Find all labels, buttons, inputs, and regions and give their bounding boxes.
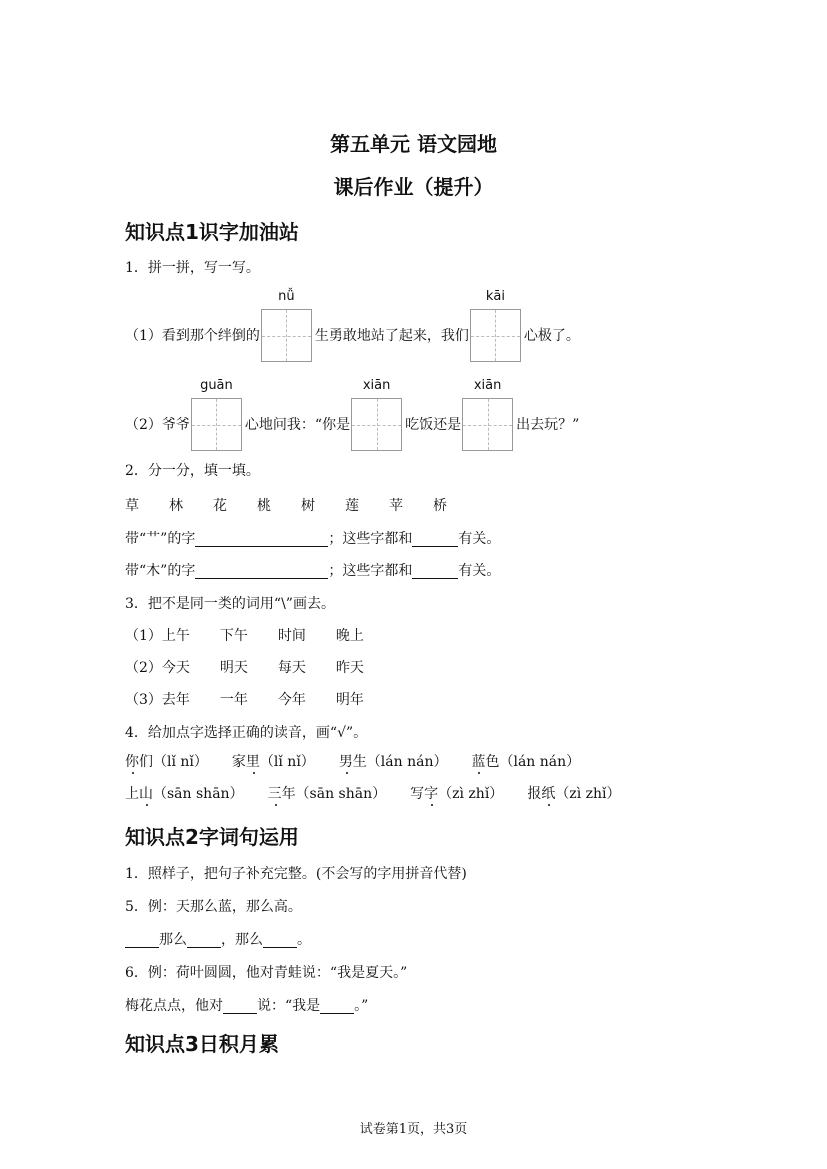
fill-text: ，那么 [221, 932, 263, 948]
fill-text: 那么 [159, 932, 187, 948]
answer-blank[interactable] [195, 532, 328, 547]
sentence-text: （2）爷爷 [125, 416, 190, 433]
pronunciation-item[interactable] [410, 784, 503, 804]
char: 报 [527, 786, 542, 802]
question-prompt [125, 723, 807, 743]
word[interactable]: （2）今天 [125, 660, 190, 676]
character-list [125, 496, 807, 516]
answer-blank[interactable] [412, 564, 458, 579]
pinyin-options: （sān shān） [153, 786, 244, 802]
word[interactable]: 明天 [219, 660, 248, 676]
pronunciation-item[interactable] [125, 752, 208, 772]
answer-blank[interactable] [187, 933, 221, 948]
writing-box[interactable] [351, 398, 402, 451]
dotted-char: 蓝 [471, 754, 486, 770]
page-footer: 试卷第1页，共3页 [359, 1122, 468, 1137]
dotted-char: 里 [245, 754, 260, 770]
word[interactable]: 每天 [277, 660, 306, 676]
sentence-line [125, 378, 807, 451]
pinyin-options: （zì zhǐ） [555, 786, 621, 802]
sentence-text: （1）看到那个绊倒的 [125, 327, 260, 344]
char: 上 [125, 786, 139, 802]
dotted-char: 字 [424, 786, 439, 802]
answer-blank[interactable] [412, 532, 458, 547]
sentence-text: 生勇敢地站了起来，我们 [314, 327, 469, 344]
prompt-text: 4．给加点字选择正确的读音，画“√”。 [125, 725, 368, 741]
page-title: 第五单元 语文园地 [330, 132, 497, 156]
example-text: 5．例：天那么蓝，那么高。 [125, 899, 302, 915]
char: 写 [410, 786, 425, 802]
pinyin-options: 生（lán nán） [352, 754, 448, 770]
sentence-text: 心极了。 [523, 327, 580, 344]
character: 草 [125, 498, 139, 514]
character: 苹 [389, 498, 403, 514]
character: 树 [301, 498, 315, 514]
pinyin-options: 年（sān shān） [281, 786, 387, 802]
word[interactable]: 时间 [277, 628, 306, 644]
writing-box-group [470, 289, 523, 362]
page-subtitle: 课后作业（提升） [333, 175, 494, 199]
pronunciation-item[interactable] [125, 784, 244, 804]
word[interactable]: （3）去年 [125, 692, 190, 708]
character: 林 [169, 498, 183, 514]
character: 花 [213, 498, 227, 514]
writing-box-group [462, 378, 515, 451]
fill-line [125, 561, 807, 581]
pinyin-options: 们（lǐ nǐ） [139, 754, 208, 770]
word-row [125, 690, 807, 710]
example-text: 6．例：荷叶圆圆，他对青蛙说：“我是夏天。” [125, 965, 408, 981]
pronunciation-item[interactable] [471, 752, 580, 772]
example-sentence [125, 897, 807, 917]
sentence-line [125, 289, 807, 362]
pronunciation-item[interactable] [268, 784, 387, 804]
prompt-text: 1．照样子，把句子补充完整。(不会写的字用拼音代替) [125, 866, 467, 882]
pronunciation-row [125, 752, 807, 772]
fill-line [125, 529, 807, 549]
answer-blank[interactable] [125, 933, 159, 948]
word[interactable]: 一年 [219, 692, 248, 708]
answer-blank[interactable] [263, 933, 297, 948]
fill-text: 。” [354, 998, 369, 1014]
dotted-char: 山 [139, 786, 153, 802]
pronunciation-item[interactable] [232, 752, 315, 772]
sentence-text: 出去玩？” [516, 416, 580, 433]
pinyin: kāi [485, 289, 505, 304]
character: 莲 [345, 498, 359, 514]
pinyin: xiān [473, 378, 502, 393]
sentence-text: 心地问我：“你是 [244, 416, 351, 433]
word[interactable]: （1）上午 [125, 628, 190, 644]
character: 桥 [433, 498, 447, 514]
word[interactable]: 今年 [277, 692, 306, 708]
fill-text: 带“木”的字 [125, 563, 196, 579]
section-heading: 知识点2字词句运用 [125, 825, 299, 849]
writing-box[interactable] [462, 398, 513, 451]
pinyin: xiān [362, 378, 391, 393]
answer-blank[interactable] [195, 564, 328, 579]
pronunciation-row [125, 784, 807, 804]
example-sentence [125, 963, 807, 983]
dotted-char: 三 [267, 786, 282, 802]
section-heading: 知识点3日积月累 [125, 1032, 279, 1056]
pinyin-options: （lǐ nǐ） [259, 754, 315, 770]
fill-text: ；这些字都和 [328, 563, 413, 579]
fill-text: 有关。 [458, 531, 501, 547]
fill-text: 带“艹”的字 [125, 531, 196, 547]
prompt-text: 3．把不是同一类的词用“\”画去。 [125, 596, 335, 612]
word-row [125, 626, 807, 646]
pronunciation-item[interactable] [527, 784, 620, 804]
question-prompt [125, 594, 807, 614]
fill-line [125, 996, 807, 1016]
fill-text: 有关。 [458, 563, 501, 579]
fill-line [125, 930, 807, 950]
pronunciation-item[interactable] [339, 752, 448, 772]
dotted-char: 男 [338, 754, 353, 770]
prompt-text: 1．拼一拼，写一写。 [125, 260, 260, 276]
question-prompt [125, 258, 807, 278]
writing-box-group [191, 378, 244, 451]
word-row [125, 658, 807, 678]
prompt-text: 2．分一分，填一填。 [125, 463, 260, 479]
char: 家 [231, 754, 246, 770]
fill-text: 。 [297, 932, 311, 948]
word[interactable]: 下午 [219, 628, 248, 644]
pinyin: guān [200, 378, 233, 393]
word[interactable]: 明年 [335, 692, 364, 708]
answer-blank[interactable] [223, 999, 257, 1014]
word[interactable]: 晚上 [335, 628, 364, 644]
sentence-text: 吃饭还是 [405, 416, 462, 433]
fill-text: 说：“我是 [257, 998, 321, 1014]
dotted-char: 纸 [541, 786, 556, 802]
character: 桃 [257, 498, 271, 514]
fill-text: 梅花点点，他对 [125, 998, 223, 1014]
writing-box[interactable] [470, 309, 521, 362]
answer-blank[interactable] [320, 999, 354, 1014]
word[interactable]: 昨天 [335, 660, 364, 676]
fill-text: ；这些字都和 [328, 531, 413, 547]
writing-box[interactable] [261, 309, 312, 362]
dotted-char: 你 [125, 754, 139, 770]
writing-box[interactable] [191, 398, 242, 451]
section-heading: 知识点1识字加油站 [125, 220, 299, 244]
pinyin-options: （zì zhǐ） [438, 786, 504, 802]
question-prompt [125, 461, 807, 481]
pinyin: nǚ [278, 289, 295, 304]
pinyin-options: 色（lán nán） [485, 754, 581, 770]
writing-box-group [351, 378, 404, 451]
question-prompt [125, 864, 807, 884]
writing-box-group [261, 289, 314, 362]
